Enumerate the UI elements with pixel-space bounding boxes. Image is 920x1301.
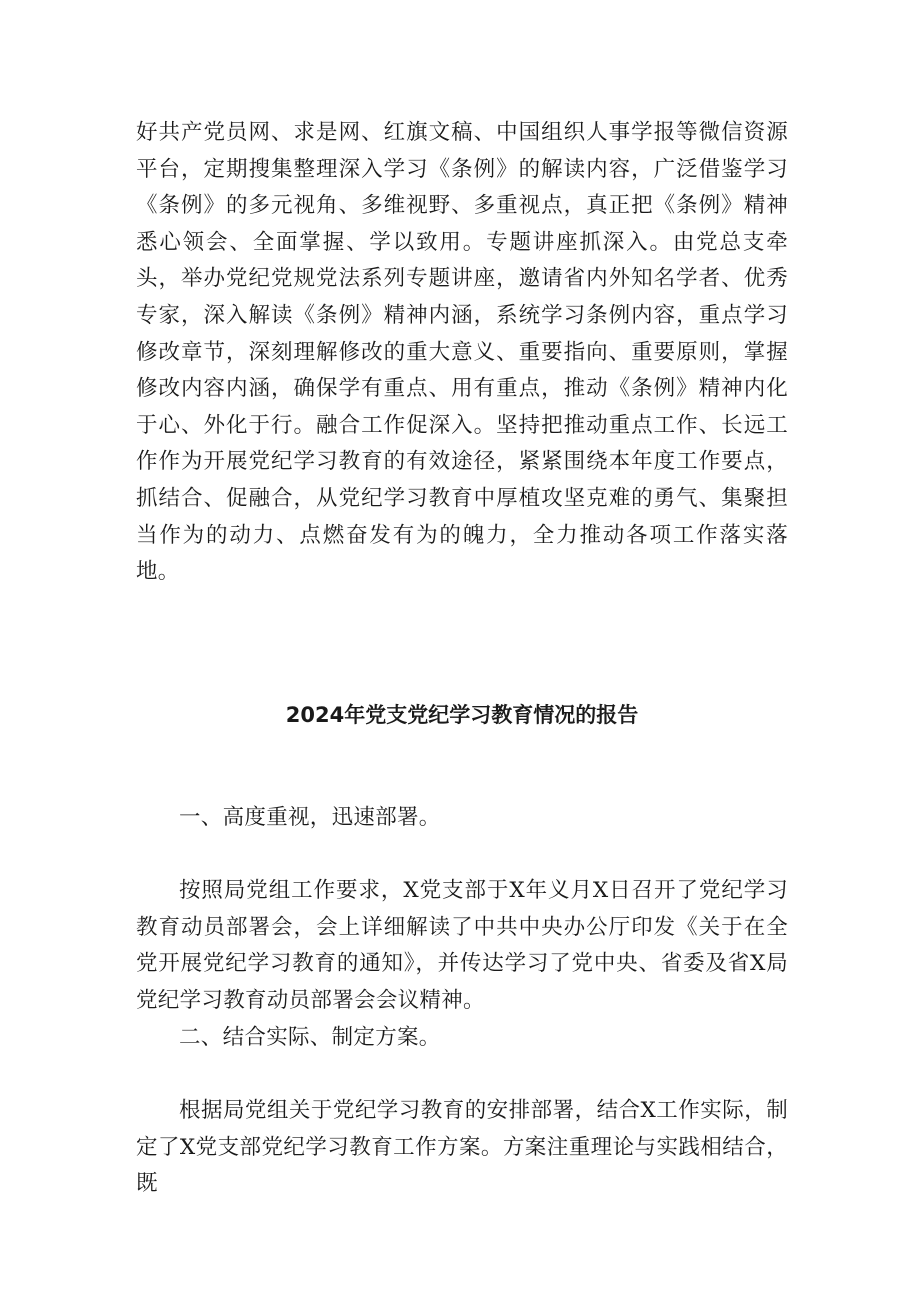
section2-body: 根据局党组关于党纪学习教育的安排部署，结合X工作实际，制定了X党支部党纪学习教育工作方案。方案注重理论与实践相结合，既 — [136, 1098, 788, 1197]
continuation-paragraph: 好共产党员网、求是网、红旗文稿、中国组织人事学报等微信资源平台，定期搜集整理深入学习《条例》的解读内容，广泛借鉴学习《条例》的多元视角、多维视野、多重视点，真正把《条例》精神悉心领会、全面掌握、学以致用。专题讲座抓深入。由党总支牵头，举办党纪党规党法系列专题讲座，邀请省内外知名学者、优秀专家，深入解读《条例》精神内涵，系统学习条例内容，重点学习修改章节，深刻理解修改的重大意义、重要指向、重要原则，掌握修改内容内涵，确保学有重点、用有重点，推动《条例》精神内化于心、外化于行。融合工作促深入。坚持把推动重点工作、长远工作作为开展党纪学习教育的有效途径，紧紧围绕本年度工作要点，抓结合、促融合，从党纪学习教育中厚植攻坚克难的勇气、集聚担当作为的动力、点燃奋发有为的魄力，全力推动各项工作落实落地。 — [136, 120, 788, 585]
section2-heading: 二、结合实际、制定方案。 — [179, 1025, 441, 1050]
document-title: 2024年党支党纪学习教育情况的报告 — [285, 703, 639, 727]
section1-heading: 一、高度重视，迅速部署。 — [179, 805, 441, 830]
section1-body: 按照局党组工作要求，X党支部于X年义月X日召开了党纪学习教育动员部署会，会上详细解读了中共中央办公厅印发《关于在全党开展党纪学习教育的通知》，并传达学习了党中央、省委及省X局党纪学习教育动员部署会会议精神。 — [136, 878, 788, 1013]
